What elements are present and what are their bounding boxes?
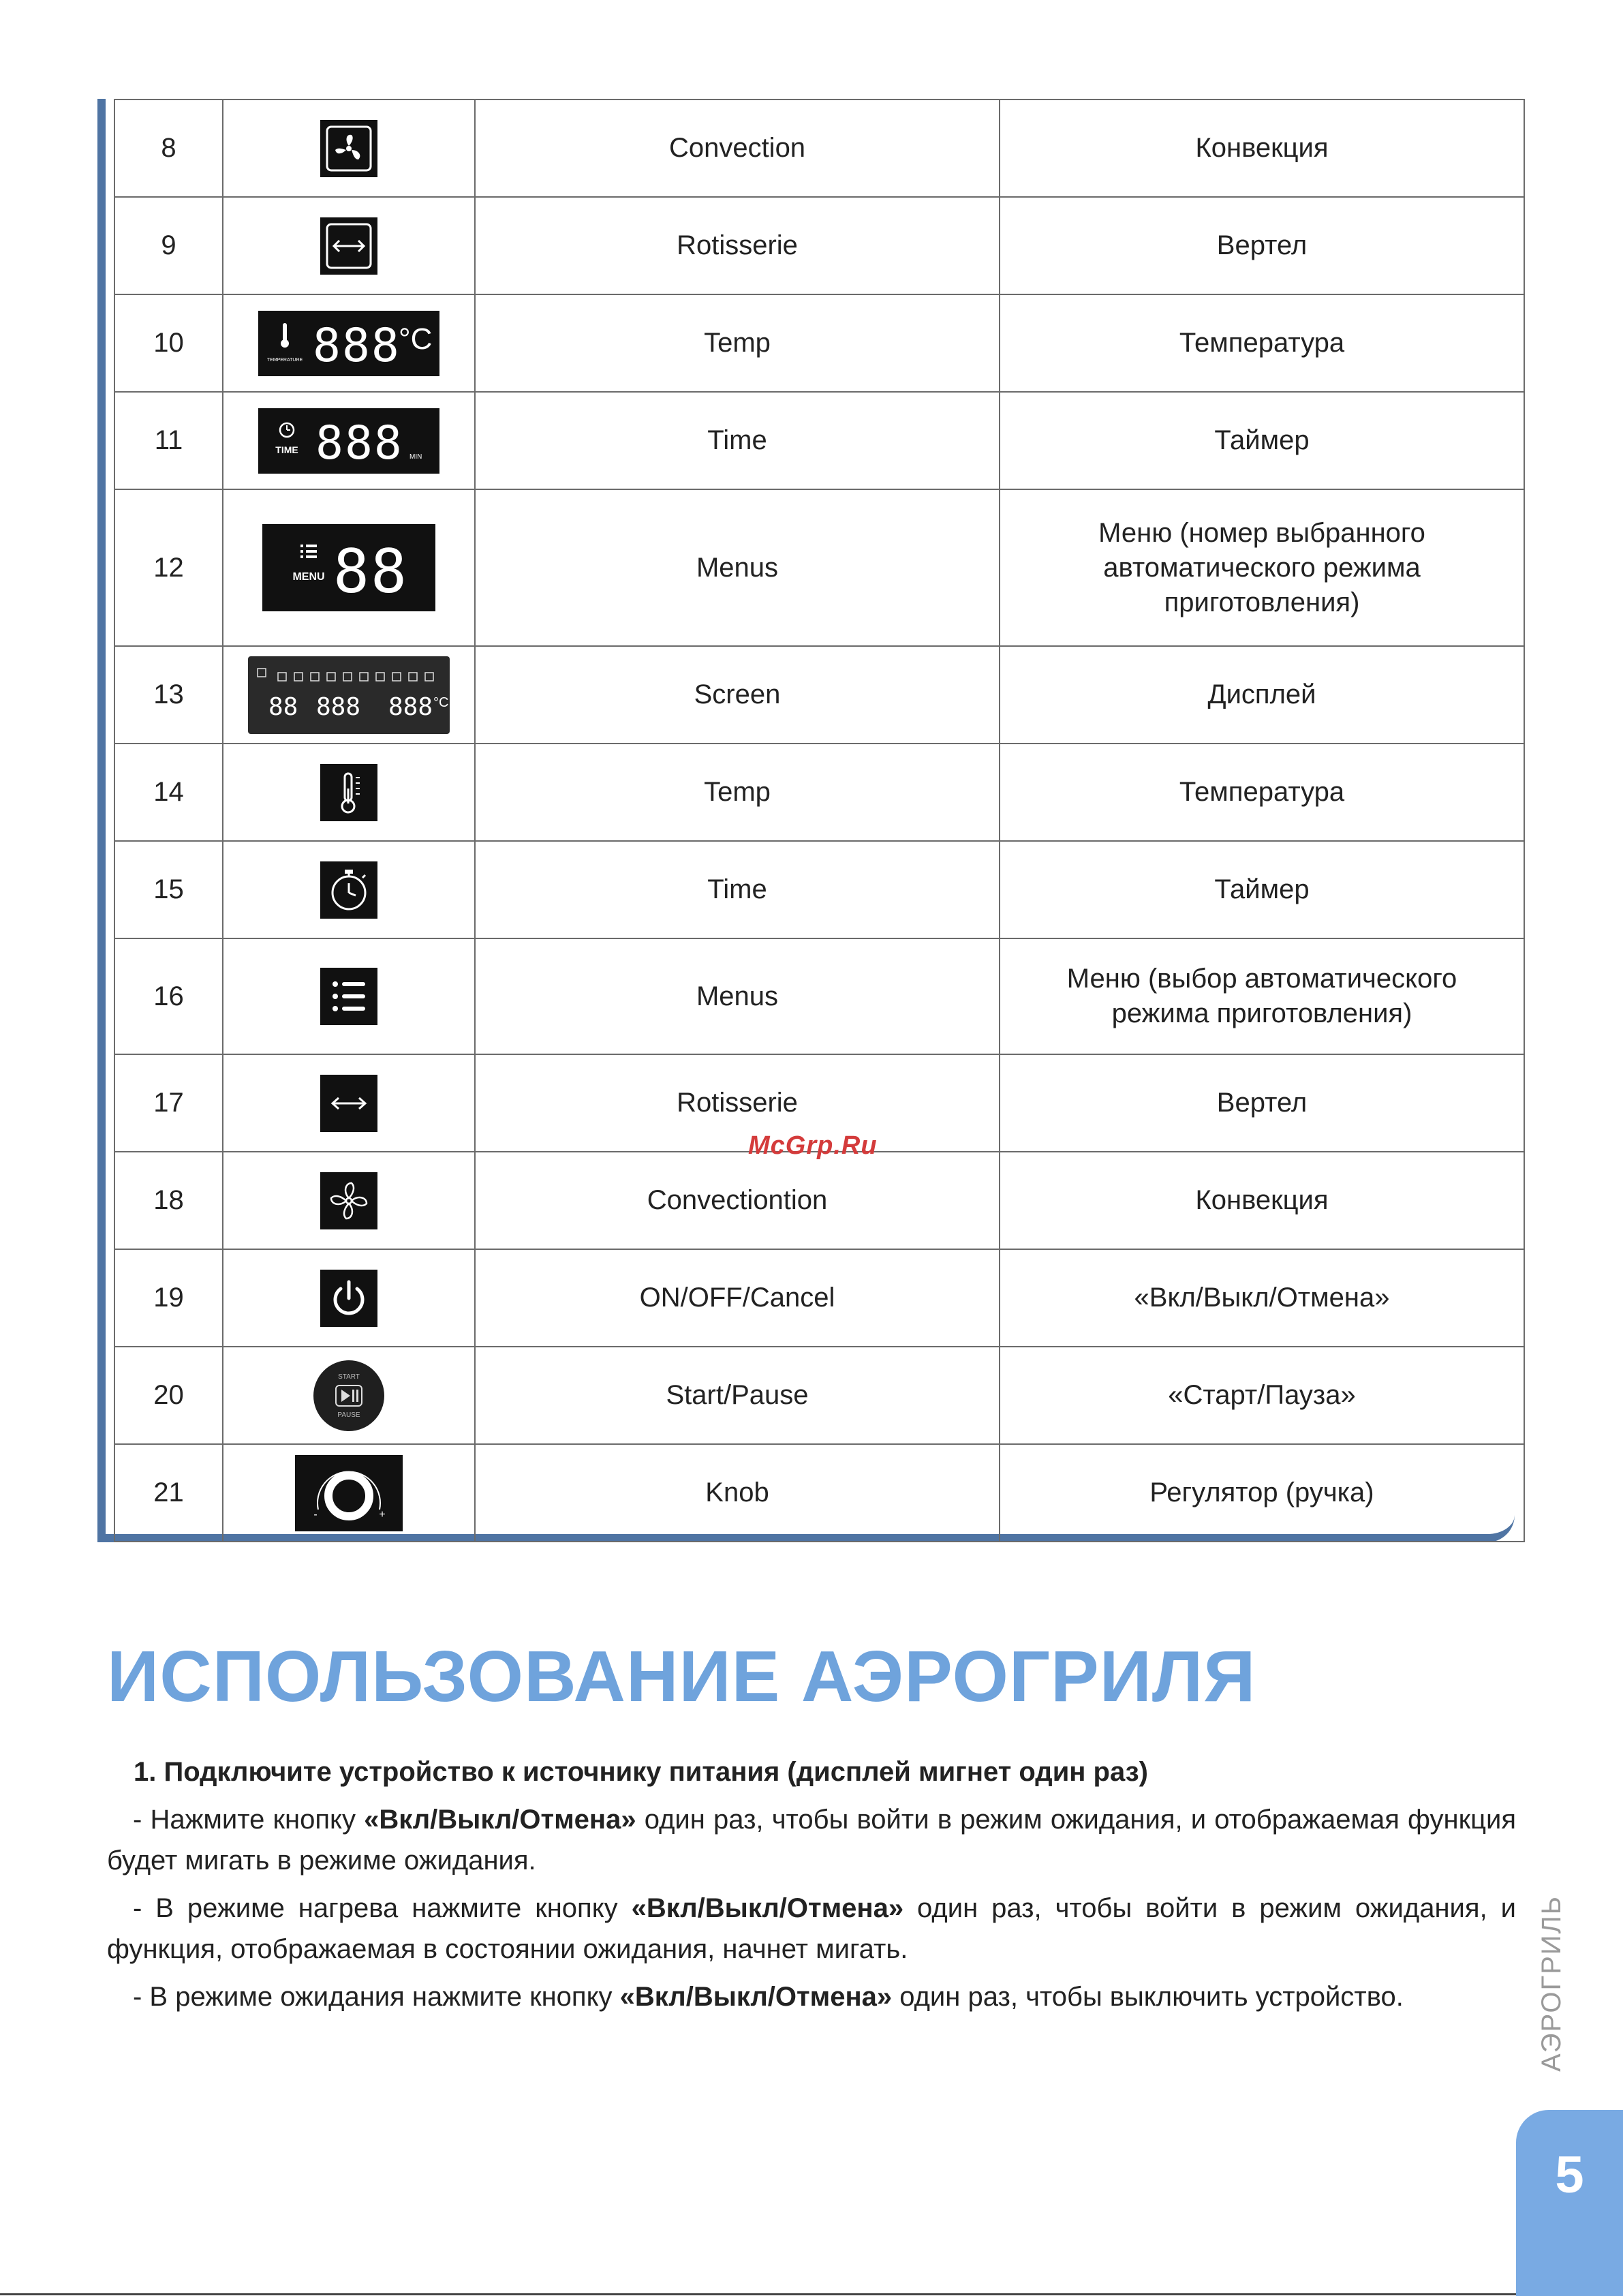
paragraph-2 — [107, 1888, 1516, 1970]
function-name-en: Menus — [475, 489, 1000, 646]
page-number: 5 — [1555, 2146, 1584, 2204]
function-name-ru: Температура — [1000, 744, 1524, 841]
paragraph-1 — [107, 1799, 1516, 1881]
function-name-ru: «Старт/Пауза» — [1000, 1347, 1524, 1444]
menu-list-icon — [320, 968, 377, 1025]
row-number: 12 — [114, 489, 223, 646]
section-title: ИСПОЛЬЗОВАНИЕ АЭРОГРИЛЯ — [107, 1636, 1256, 1717]
paragraph-text: - Нажмите кнопку — [133, 1805, 365, 1835]
page-number-tab — [1516, 2110, 1623, 2296]
time-display-icon — [258, 408, 439, 474]
start-pause-icon — [313, 1360, 385, 1432]
button-reference: «Вкл/Выкл/Отмена» — [364, 1805, 636, 1835]
function-name-en: Time — [475, 392, 1000, 489]
row-number: 17 — [114, 1054, 223, 1152]
plus-label: + — [379, 1508, 386, 1520]
table-row — [114, 294, 1524, 392]
convection-fan-icon — [320, 120, 377, 177]
digits: 88 — [333, 536, 408, 607]
table-row — [114, 1347, 1524, 1444]
bottom-divider — [0, 2293, 1516, 2295]
function-name-en: Start/Pause — [475, 1347, 1000, 1444]
rotisserie-arrows-icon — [320, 1075, 377, 1132]
function-name-ru: Вертел — [1000, 1054, 1524, 1152]
table-row — [114, 197, 1524, 294]
function-name-ru: Таймер — [1000, 841, 1524, 938]
row-number: 14 — [114, 744, 223, 841]
time-label: TIME — [275, 444, 298, 455]
rotisserie-icon — [320, 217, 377, 275]
row-number: 20 — [114, 1347, 223, 1444]
function-name-ru: Конвекция — [1000, 1152, 1524, 1249]
table-row — [114, 1152, 1524, 1249]
spec-table-frame — [97, 99, 1515, 1542]
thermometer-icon — [320, 764, 377, 821]
function-name-ru: Дисплей — [1000, 646, 1524, 744]
paragraph-text: - В режиме нагрева нажмите кнопку — [133, 1893, 632, 1923]
table-row — [114, 392, 1524, 489]
watermark: McGrp.Ru — [748, 1131, 878, 1160]
row-number: 9 — [114, 197, 223, 294]
function-name-ru: Температура — [1000, 294, 1524, 392]
function-name-ru: Таймер — [1000, 392, 1524, 489]
menu-display-icon — [262, 524, 435, 611]
table-row — [114, 938, 1524, 1054]
row-number: 13 — [114, 646, 223, 744]
function-name-en: Rotisserie — [475, 197, 1000, 294]
function-name-ru: Меню (выбор автоматического режима приготовления) — [1000, 938, 1524, 1054]
row-number: 8 — [114, 100, 223, 197]
function-name-ru: Вертел — [1000, 197, 1524, 294]
table-row — [114, 100, 1524, 197]
table-row — [114, 1249, 1524, 1347]
table-row — [114, 841, 1524, 938]
table-row — [114, 646, 1524, 744]
row-number: 18 — [114, 1152, 223, 1249]
paragraph-3 — [107, 1976, 1516, 2017]
menu-digits: 88 — [268, 692, 298, 721]
row-number: 21 — [114, 1444, 223, 1542]
button-reference: «Вкл/Выкл/Отмена» — [631, 1893, 904, 1923]
function-name-ru: Регулятор (ручка) — [1000, 1444, 1524, 1542]
side-section-label: АЭРОГРИЛЬ — [1536, 1895, 1566, 2072]
screen-display-icon — [248, 656, 450, 734]
stopwatch-icon — [320, 861, 377, 919]
function-name-en: Screen — [475, 646, 1000, 744]
row-number: 11 — [114, 392, 223, 489]
function-name-en: ON/OFF/Cancel — [475, 1249, 1000, 1347]
time-digits: 888 — [316, 692, 361, 721]
fan-icon — [320, 1172, 377, 1229]
function-name-en: Temp — [475, 294, 1000, 392]
function-name-en: Convection — [475, 100, 1000, 197]
paragraph-text: один раз, чтобы войти в режим ожидания, и отображаемая функция будет мигать в режиме ожидания. — [107, 1805, 1516, 1876]
knob-icon — [295, 1455, 403, 1531]
function-name-en: Time — [475, 841, 1000, 938]
table-row — [114, 489, 1524, 646]
start-label: START — [338, 1373, 360, 1381]
paragraph-text: один раз, чтобы войти в режим ожидания, и функция, отображаемая в состоянии ожидания, начнет мигать. — [107, 1893, 1516, 1964]
digits: 888 — [315, 416, 403, 470]
function-name-ru: «Вкл/Выкл/Отмена» — [1000, 1249, 1524, 1347]
digits: 888 — [313, 318, 401, 373]
row-number: 15 — [114, 841, 223, 938]
function-name-en: Knob — [475, 1444, 1000, 1542]
function-name-en: Rotisserie — [475, 1054, 1000, 1152]
function-name-en: Menus — [475, 938, 1000, 1054]
minus-label: - — [313, 1508, 318, 1520]
control-panel-table — [114, 99, 1525, 1542]
function-name-en: Convectiontion — [475, 1152, 1000, 1249]
row-number: 10 — [114, 294, 223, 392]
table-row — [114, 744, 1524, 841]
function-name-ru: Меню (номер выбранного автоматического режима приготовления) — [1000, 489, 1524, 646]
menu-label: MENU — [292, 571, 325, 583]
row-number: 19 — [114, 1249, 223, 1347]
min-label: MIN — [409, 453, 422, 461]
step-heading: 1. Подключите устройство к источнику питания (дисплей мигнет один раз) — [134, 1757, 1148, 1787]
temperature-display-icon — [258, 311, 439, 376]
function-name-ru: Конвекция — [1000, 100, 1524, 197]
temperature-label: TEMPERATURE — [266, 357, 303, 363]
power-icon — [320, 1270, 377, 1327]
celsius-unit: °C — [433, 694, 449, 710]
celsius-unit: °C — [399, 322, 433, 356]
temp-digits: 888 — [388, 692, 433, 721]
table-row — [114, 1444, 1524, 1542]
row-number: 16 — [114, 938, 223, 1054]
button-reference: «Вкл/Выкл/Отмена» — [619, 1982, 893, 2012]
pause-label: PAUSE — [337, 1411, 360, 1419]
paragraph-text: один раз, чтобы выключить устройство. — [892, 1982, 1404, 2012]
function-name-en: Temp — [475, 744, 1000, 841]
paragraph-text: - В режиме ожидания нажмите кнопку — [133, 1982, 620, 2012]
